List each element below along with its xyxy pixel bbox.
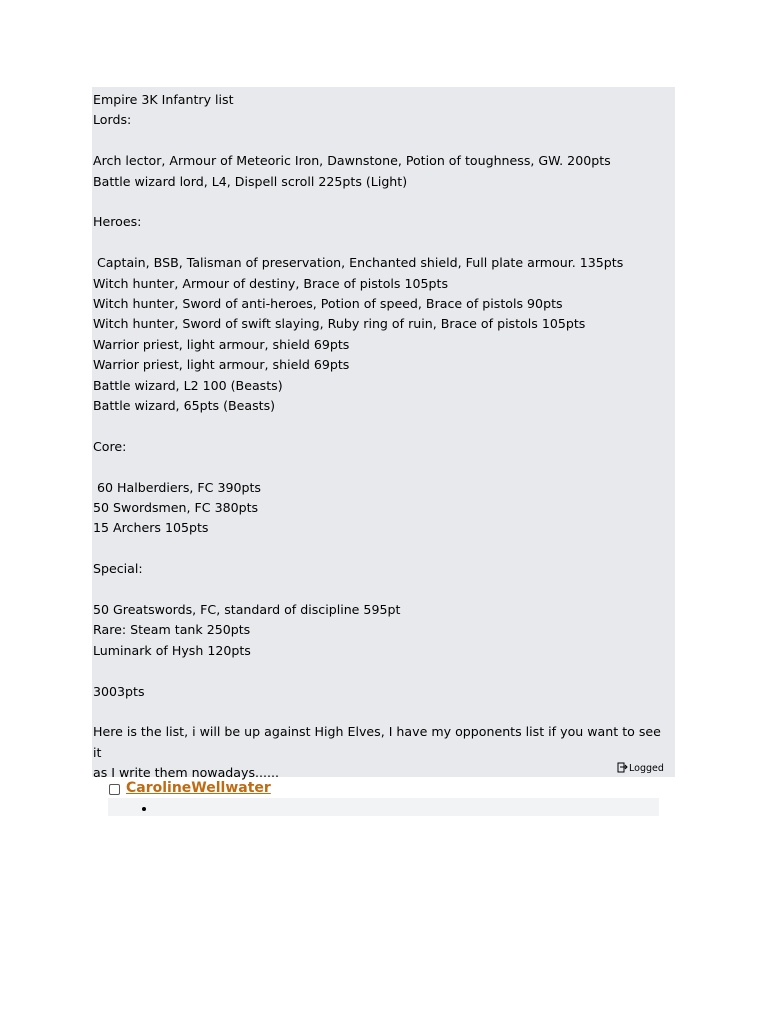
post-line	[93, 416, 673, 436]
post-body	[93, 90, 673, 784]
logged-label: Logged	[629, 762, 664, 774]
post-line: Special:	[93, 561, 143, 577]
post-line: 15 Archers 105pts	[93, 520, 209, 536]
post-line: Warrior priest, light armour, shield 69pts	[93, 357, 350, 373]
poster-name-link[interactable]: CarolineWellwater	[126, 780, 271, 796]
post-line: Battle wizard, 65pts (Beasts)	[93, 398, 276, 414]
post-line: Luminark of Hysh 120pts	[93, 642, 251, 658]
post-line: Core:	[93, 438, 127, 454]
post-line: Witch hunter, Armour of destiny, Brace of pistols 105pts	[93, 275, 449, 291]
poster-row	[92, 780, 675, 798]
post-line: Here is the list, i will be up against High Elves, I have my opponents list if you want to see it	[93, 724, 665, 760]
post-line: Witch hunter, Sword of anti-heroes, Potion of speed, Brace of pistols 90pts	[93, 296, 563, 312]
post-line	[93, 457, 673, 477]
post-line	[93, 702, 673, 722]
list-bullet-icon	[142, 807, 146, 811]
post-line	[93, 580, 673, 600]
post-line: Arch lector, Armour of Meteoric Iron, Dawnstone, Potion of toughness, GW. 200pts	[93, 153, 611, 169]
checkbox-icon[interactable]	[109, 784, 120, 795]
post-line: Battle wizard lord, L4, Dispell scroll 225pts (Light)	[93, 173, 408, 189]
post-line	[93, 661, 673, 681]
post-line: Heroes:	[93, 214, 142, 230]
logged-indicator	[617, 762, 664, 774]
post-line: 60 Halberdiers, FC 390pts	[93, 479, 261, 495]
poster-details-strip	[108, 798, 659, 816]
post-body-container	[92, 87, 675, 781]
post-line: Battle wizard, L2 100 (Beasts)	[93, 377, 283, 393]
post-line	[93, 192, 673, 212]
post-line: Rare: Steam tank 250pts	[93, 622, 251, 638]
post-line: Captain, BSB, Talisman of preservation, Enchanted shield, Full plate armour. 135pts	[93, 255, 624, 271]
post-line: 3003pts	[93, 683, 145, 699]
post-line	[93, 539, 673, 559]
post-line: 50 Greatswords, FC, standard of discipline 595pt	[93, 602, 401, 618]
post-line: Witch hunter, Sword of swift slaying, Ruby ring of ruin, Brace of pistols 105pts	[93, 316, 586, 332]
logged-icon	[617, 762, 629, 774]
post-line: as I write them nowadays......	[93, 765, 280, 781]
post-line: 50 Swordsmen, FC 380pts	[93, 500, 259, 516]
post-line	[93, 233, 673, 253]
post-line: Lords:	[93, 112, 132, 128]
post-line: Empire 3K Infantry list	[93, 92, 234, 107]
post-line: Warrior priest, light armour, shield 69pts	[93, 336, 350, 352]
post-line	[93, 131, 673, 151]
